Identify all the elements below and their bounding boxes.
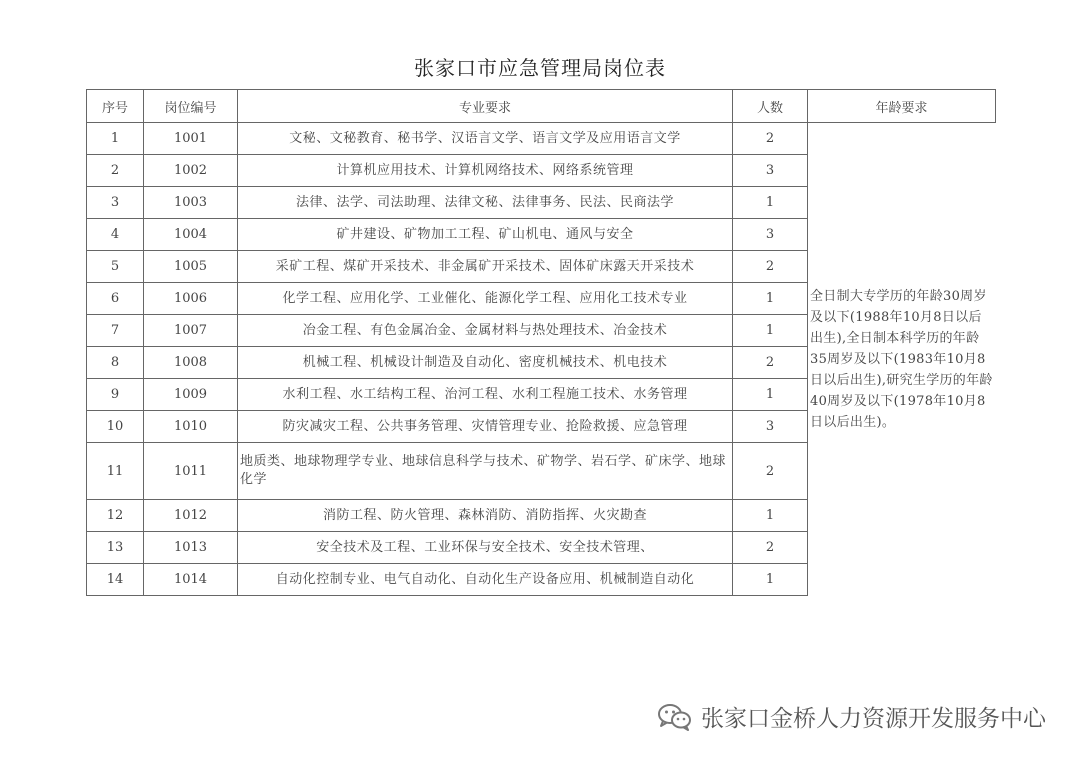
cell-code: 1001 [144, 123, 238, 155]
cell-seq: 10 [87, 411, 144, 443]
cell-count: 1 [733, 500, 808, 532]
cell-seq: 12 [87, 500, 144, 532]
cell-major: 机械工程、机械设计制造及自动化、密度机械技术、机电技术 [238, 347, 733, 379]
cell-count: 1 [733, 315, 808, 347]
cell-count: 2 [733, 347, 808, 379]
header-age: 年龄要求 [808, 90, 996, 123]
cell-major: 化学工程、应用化学、工业催化、能源化学工程、应用化工技术专业 [238, 283, 733, 315]
cell-major: 法律、法学、司法助理、法律文秘、法律事务、民法、民商法学 [238, 187, 733, 219]
cell-major: 矿井建设、矿物加工工程、矿山机电、通风与安全 [238, 219, 733, 251]
watermark-text: 张家口金桥人力资源开发服务中心 [701, 706, 1046, 732]
header-row [87, 90, 996, 123]
cell-code: 1011 [144, 443, 238, 500]
cell-major: 计算机应用技术、计算机网络技术、网络系统管理 [238, 155, 733, 187]
cell-count: 3 [733, 219, 808, 251]
cell-code: 1012 [144, 500, 238, 532]
header-major: 专业要求 [238, 90, 733, 123]
page-title: 张家口市应急管理局岗位表 [414, 56, 666, 80]
cell-seq: 4 [87, 219, 144, 251]
cell-seq: 1 [87, 123, 144, 155]
cell-code: 1008 [144, 347, 238, 379]
cell-major: 安全技术及工程、工业环保与安全技术、安全技术管理、 [238, 532, 733, 564]
cell-age-requirement: 全日制大专学历的年龄30周岁及以下(1988年10月8日以后出生),全日制本科学历的年龄35周岁及以下(1983年10月8日以后出生),研究生学历的年龄40周岁及以下(1978年10月8日以后出生)。 [808, 123, 996, 596]
cell-seq: 3 [87, 187, 144, 219]
cell-code: 1014 [144, 564, 238, 596]
cell-code: 1002 [144, 155, 238, 187]
cell-major: 水利工程、水工结构工程、治河工程、水利工程施工技术、水务管理 [238, 379, 733, 411]
cell-count: 2 [733, 251, 808, 283]
table-row [87, 123, 996, 155]
cell-code: 1003 [144, 187, 238, 219]
cell-seq: 11 [87, 443, 144, 500]
cell-count: 1 [733, 564, 808, 596]
cell-major: 自动化控制专业、电气自动化、自动化生产设备应用、机械制造自动化 [238, 564, 733, 596]
cell-seq: 5 [87, 251, 144, 283]
cell-seq: 7 [87, 315, 144, 347]
cell-code: 1004 [144, 219, 238, 251]
cell-major: 地质类、地球物理学专业、地球信息科学与技术、矿物学、岩石学、矿床学、地球化学 [238, 443, 733, 500]
cell-count: 1 [733, 379, 808, 411]
cell-count: 3 [733, 155, 808, 187]
wechat-icon [657, 703, 693, 731]
cell-seq: 8 [87, 347, 144, 379]
cell-code: 1005 [144, 251, 238, 283]
cell-code: 1013 [144, 532, 238, 564]
cell-seq: 6 [87, 283, 144, 315]
header-count: 人数 [733, 90, 808, 123]
cell-major: 冶金工程、有色金属冶金、金属材料与热处理技术、冶金技术 [238, 315, 733, 347]
cell-major: 消防工程、防火管理、森林消防、消防指挥、火灾勘查 [238, 500, 733, 532]
cell-seq: 9 [87, 379, 144, 411]
cell-count: 2 [733, 123, 808, 155]
cell-code: 1010 [144, 411, 238, 443]
cell-code: 1006 [144, 283, 238, 315]
cell-count: 2 [733, 532, 808, 564]
cell-seq: 14 [87, 564, 144, 596]
cell-major: 防灾减灾工程、公共事务管理、灾情管理专业、抢险救援、应急管理 [238, 411, 733, 443]
cell-seq: 13 [87, 532, 144, 564]
cell-seq: 2 [87, 155, 144, 187]
cell-count: 1 [733, 283, 808, 315]
cell-count: 3 [733, 411, 808, 443]
header-code: 岗位编号 [144, 90, 238, 123]
cell-code: 1007 [144, 315, 238, 347]
cell-code: 1009 [144, 379, 238, 411]
header-seq: 序号 [87, 90, 144, 123]
cell-major: 文秘、文秘教育、秘书学、汉语言文学、语言文学及应用语言文学 [238, 123, 733, 155]
watermark [657, 700, 1046, 733]
cell-count: 2 [733, 443, 808, 500]
position-table [86, 89, 996, 596]
cell-count: 1 [733, 187, 808, 219]
cell-major: 采矿工程、煤矿开采技术、非金属矿开采技术、固体矿床露天开采技术 [238, 251, 733, 283]
